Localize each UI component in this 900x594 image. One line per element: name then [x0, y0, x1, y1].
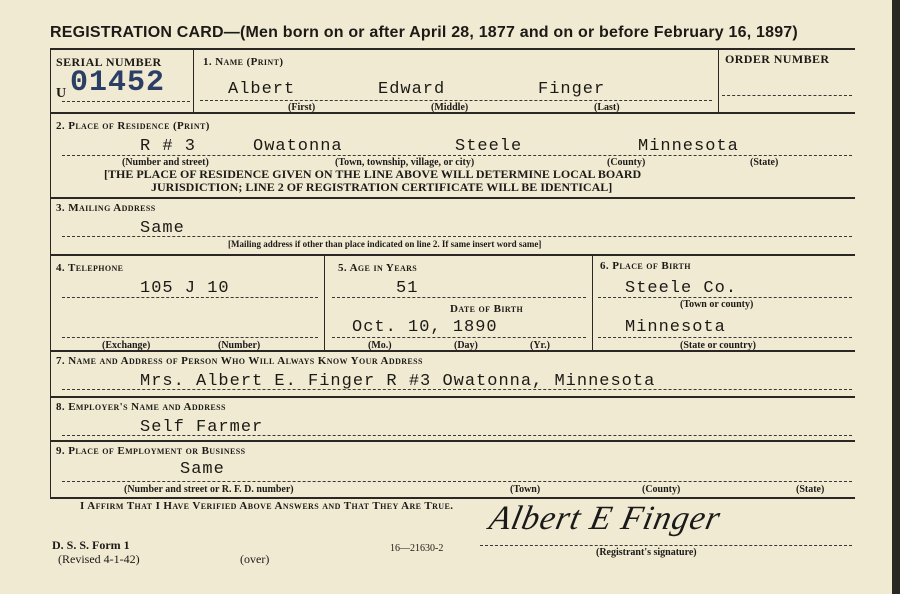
name-line [200, 100, 712, 101]
dob-value: Oct. 10, 1890 [352, 318, 498, 337]
form-revised: (Revised 4-1-42) [58, 552, 140, 566]
rule-section-5 [50, 396, 855, 398]
birthplace-town-label: (Town or county) [680, 299, 754, 310]
signature: Albert E Finger [486, 500, 725, 537]
telephone-number-label: (Number) [218, 340, 261, 351]
card-title [50, 24, 798, 42]
name-middle-label: (Middle) [431, 102, 469, 113]
signature-label: (Registrant's signature) [596, 547, 697, 558]
mailing-value: Same [140, 219, 185, 238]
order-line [722, 95, 852, 96]
dob-day-label: (Day) [454, 340, 478, 351]
print-code: 16—21630-2 [390, 543, 444, 554]
residence-label: 2. Place of Residence (Print) [56, 120, 210, 132]
name-middle: Edward [378, 80, 446, 99]
rule-bottom [50, 497, 855, 499]
rule-top [50, 48, 855, 50]
rule-serial-divider [193, 48, 194, 112]
rule-col-2 [592, 254, 593, 350]
rule-section-3 [50, 254, 855, 256]
serial-number: 01452 [70, 66, 166, 100]
birthplace-town: Steele Co. [625, 279, 738, 298]
name-last: Finger [538, 80, 606, 99]
serial-prefix: U [56, 86, 67, 101]
contact-label: 7. Name and Address of Person Who Will Always Know Your Address [56, 355, 423, 367]
card-title-sub: —(Men born on or after April 28, 1877 and on or before February 16, 1897) [223, 24, 798, 41]
dob-month-label: (Mo.) [368, 340, 392, 351]
residence-county-label: (County) [607, 157, 646, 168]
signature-line [480, 545, 852, 546]
age-label: 5. Age in Years [338, 262, 418, 274]
residence-town-label: (Town, township, village, or city) [335, 157, 475, 168]
residence-note-1: [THE PLACE OF RESIDENCE GIVEN ON THE LINE ABOVE WILL DETERMINE LOCAL BOARD [104, 167, 642, 181]
residence-county: Steele [455, 137, 523, 156]
scan-edge [892, 0, 900, 594]
mailing-label: 3. Mailing Address [56, 202, 156, 214]
rule-col-1 [324, 254, 325, 350]
rule-left [50, 48, 51, 498]
employment-street-label: (Number and street or R. F. D. number) [124, 484, 294, 495]
telephone-value: 105 J 10 [140, 279, 230, 298]
mailing-note: [Mailing address if other than place indicated on line 2. If same insert word same] [228, 239, 542, 249]
card-title-main: REGISTRATION CARD [50, 24, 224, 41]
form-id: D. S. S. Form 1 [52, 538, 130, 552]
birthplace-state-label: (State or country) [680, 340, 756, 351]
residence-note-2: JURISDICTION; LINE 2 OF REGISTRATION CERTIFICATE WILL BE IDENTICAL] [151, 180, 613, 194]
dob-line [332, 337, 586, 338]
age-value: 51 [396, 279, 419, 298]
over-note: (over) [240, 552, 270, 566]
residence-street-label: (Number and street) [122, 157, 209, 168]
employer-label: 8. Employer's Name and Address [56, 401, 226, 413]
dob-year-label: (Yr.) [530, 340, 550, 351]
rule-section-6 [50, 440, 855, 442]
rule-section-2 [50, 197, 855, 199]
name-label: 1. Name (Print) [203, 56, 284, 68]
telephone-label: 4. Telephone [56, 262, 124, 274]
rule-order-divider [718, 48, 719, 112]
telephone-line-2 [62, 337, 318, 338]
birthplace-state: Minnesota [625, 318, 726, 337]
employment-label: 9. Place of Employment or Business [56, 445, 246, 457]
residence-town: Owatonna [253, 137, 343, 156]
name-last-label: (Last) [594, 102, 620, 113]
employment-state-label: (State) [796, 484, 825, 495]
residence-state: Minnesota [638, 137, 739, 156]
employer-value: Self Farmer [140, 418, 264, 437]
residence-street: R # 3 [140, 137, 197, 156]
employment-county-label: (County) [642, 484, 681, 495]
birth-state-line [598, 337, 852, 338]
affirmation-text: I Affirm That I Have Verified Above Answers and That They Are True. [80, 500, 454, 512]
contact-value: Mrs. Albert E. Finger R #3 Owatonna, Minnesota [140, 372, 656, 391]
telephone-exchange-label: (Exchange) [102, 340, 151, 351]
employment-town-label: (Town) [510, 484, 541, 495]
serial-line [62, 101, 190, 102]
employment-line [62, 481, 852, 482]
age-line [332, 297, 586, 298]
birthplace-label: 6. Place of Birth [600, 260, 691, 272]
name-first: Albert [228, 80, 296, 99]
name-first-label: (First) [288, 102, 316, 113]
order-label: ORDER NUMBER [725, 52, 830, 66]
employment-value: Same [180, 460, 225, 479]
residence-state-label: (State) [750, 157, 779, 168]
serial-label: SERIAL NUMBER [56, 55, 162, 69]
dob-label: Date of Birth [450, 303, 524, 315]
